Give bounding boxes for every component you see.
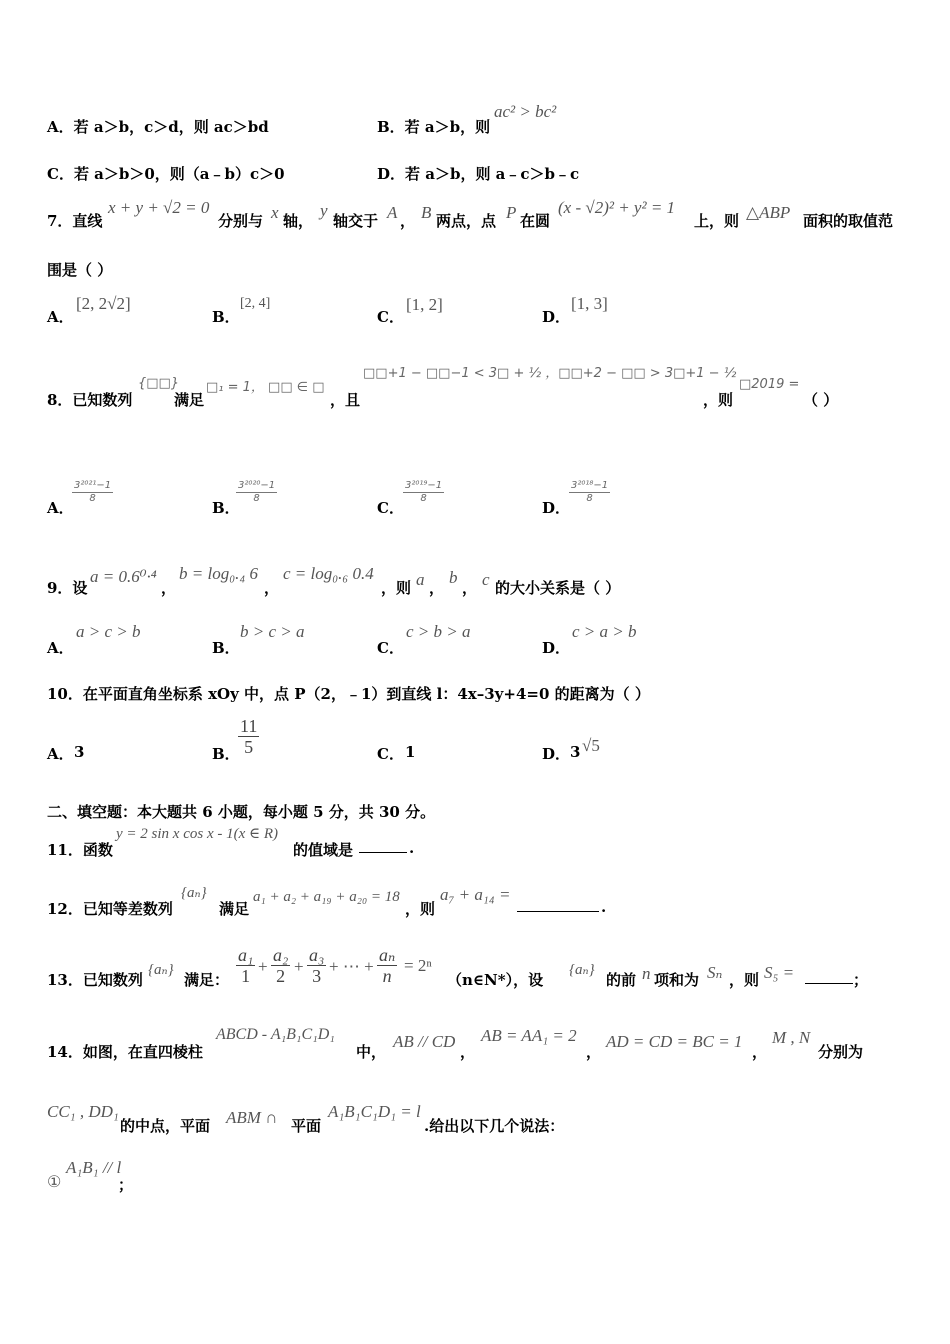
q10-option-b-den: 5	[244, 737, 254, 757]
q13-frac-n	[377, 945, 397, 986]
q7-line-equation: x + y + √2 = 0	[108, 198, 210, 217]
q9-b-def: b = log₀.₄ 6	[179, 564, 259, 583]
q9-option-d-label: D．	[542, 639, 571, 657]
q6-option-b-math: ac² > bc²	[494, 102, 557, 121]
q13-plus-1: +	[258, 957, 268, 976]
q11-answer-blank[interactable]	[359, 852, 407, 853]
q11-number: 11．函数	[47, 841, 113, 859]
q8-option-d-num: 3²⁰¹⁸−1	[571, 480, 609, 491]
q13-text-3: 项和为	[654, 971, 700, 989]
q14-text-5: .给出以下几个说法：	[424, 1117, 565, 1135]
q9-var-b: b	[449, 568, 458, 587]
q9-number: 9．设	[47, 579, 88, 597]
q8-text-4: （ ）	[803, 391, 839, 409]
q14-statement-1: A₁B₁ // l	[66, 1158, 122, 1177]
q7-point-b: B	[421, 203, 432, 222]
q14-statement-1-end: ；	[118, 1176, 134, 1194]
q12-sequence: {aₙ}	[181, 885, 207, 901]
q7-point-a: A	[387, 203, 398, 222]
q8-number: 8．已知数列	[47, 391, 133, 409]
q9-a-def: a = 0.6⁰·⁴	[90, 567, 157, 586]
q10-option-b-label: B．	[212, 745, 240, 763]
q7-option-d-value: [1, 3]	[571, 294, 608, 313]
q13-frac-2-num: a₂	[273, 945, 289, 965]
q7-number: 7．直线	[47, 212, 103, 230]
q9-option-c-value: c > b > a	[406, 622, 471, 641]
q14-abm: ABM ∩	[226, 1108, 278, 1127]
q8-text-1: 满足	[174, 391, 205, 409]
q13-sequence-2: {aₙ}	[569, 962, 595, 978]
q7-option-d-label: D．	[542, 308, 571, 326]
q14-mn: M , N	[772, 1028, 811, 1047]
q8-option-d-fraction	[569, 480, 610, 505]
q13-condition: （n∈N*），设	[447, 971, 544, 989]
q14-text-1: 中，	[356, 1043, 387, 1061]
q10-question: 10．在平面直角坐标系 xOy 中，点 P（2，﹣1）到直线 l：4x–3y+4=0 的距离为（ ）	[47, 685, 650, 703]
q8-option-d-den: 8	[586, 493, 593, 504]
q9-option-b-label: B．	[212, 639, 240, 657]
q9-text-1: ，则	[381, 579, 412, 597]
q13-frac-1-den: 1	[241, 966, 251, 986]
q10-option-d-label: D．	[542, 745, 571, 763]
q13-semicolon: ；	[853, 971, 869, 989]
q6-option-c: C．若 a＞b＞0，则（a﹣b）c＞0	[47, 165, 285, 183]
q14-cc-dd: CC₁ , DD₁	[47, 1102, 119, 1121]
q7-option-a-value: [2, 2√2]	[76, 294, 131, 313]
q8-condition-2: □□+1 − □□−1 < 3□ + ½ ，□□+2 − □□ > 3□+1 − ½	[363, 366, 737, 381]
q14-text-2: 分别为	[818, 1043, 864, 1061]
q13-frac-n-num: aₙ	[379, 945, 396, 965]
section-2-header: 二、填空题：本大题共 6 小题，每小题 5 分，共 30 分。	[47, 803, 436, 821]
q7-text-6: 上，则	[694, 212, 740, 230]
q7-option-b-label: B．	[212, 308, 240, 326]
q7-option-c-value: [1, 2]	[406, 295, 443, 314]
q8-text-3: ，则	[703, 391, 734, 409]
q13-text-1: 满足：	[184, 971, 230, 989]
q8-option-b-fraction	[236, 480, 277, 505]
q8-option-a-den: 8	[89, 493, 96, 504]
q10-option-b-num: 11	[240, 716, 258, 736]
q14-statement-1-mark: ①	[47, 1174, 62, 1191]
q7-text-7: 面积的取值范	[803, 212, 894, 230]
q9-option-c-label: C．	[377, 639, 404, 657]
q6-option-a: A．若 a＞b，c＞d，则 ac＞bd	[47, 118, 269, 136]
q14-equation-1: AB = AA₁ = 2	[481, 1026, 577, 1045]
q8-option-c-label: C．	[377, 499, 404, 517]
q7-x: x	[271, 203, 279, 222]
q7-y: y	[320, 201, 328, 220]
q10-option-d-root: √5	[582, 736, 600, 755]
q14-plane: A₁B₁C₁D₁ = l	[328, 1102, 421, 1121]
q14-comma-2: ，	[586, 1043, 602, 1061]
q7-point-p: P	[506, 203, 517, 222]
q12-period: .	[601, 898, 607, 916]
q12-text-2: ，则	[405, 900, 436, 918]
q9-c-def: c = log₀.₆ 0.4	[283, 564, 374, 583]
q13-frac-3-den: 3	[312, 966, 322, 986]
q10-option-c-label: C．	[377, 745, 404, 763]
q8-option-b-label: B．	[212, 499, 240, 517]
q8-target: □2019 =	[739, 377, 800, 392]
q13-number: 13．已知数列	[47, 971, 143, 989]
q7-text-3: 轴交于	[333, 212, 379, 230]
q13-sn: Sₙ	[707, 963, 723, 982]
q13-frac-3-num: a₃	[309, 945, 325, 965]
q9-option-d-value: c > a > b	[572, 622, 637, 641]
q13-sequence: {aₙ}	[148, 962, 174, 978]
q9-option-b-value: b > c > a	[240, 622, 305, 641]
q13-frac-1	[236, 945, 255, 986]
q9-option-a-value: a > c > b	[76, 622, 141, 641]
q8-option-c-den: 8	[420, 493, 427, 504]
q7-text-2: 轴，	[283, 212, 314, 230]
q11-text-1: 的值域是	[293, 841, 354, 859]
q8-option-a-fraction	[72, 480, 113, 505]
q7-text-5: 在圆	[520, 212, 551, 230]
q8-option-a-label: A．	[47, 499, 74, 517]
q13-frac-3	[307, 945, 326, 986]
q9-comma-2: ，	[264, 579, 280, 597]
q10-option-d-value: 3	[570, 743, 581, 761]
q13-text-4: ，则	[729, 971, 760, 989]
q8-option-b-num: 3²⁰²⁰−1	[238, 480, 276, 491]
q13-answer-blank[interactable]	[805, 983, 853, 984]
q14-number: 14．如图，在直四棱柱	[47, 1043, 203, 1061]
q14-comma-3: ，	[752, 1043, 768, 1061]
q13-text-2: 的前	[606, 971, 637, 989]
q12-expression: a₇ + a₁₄ =	[440, 885, 511, 904]
q7-option-c-label: C．	[377, 308, 404, 326]
q13-frac-1-num: a₁	[238, 945, 254, 965]
q10-option-a-label: A．	[47, 745, 74, 763]
q13-dots: + ⋯ +	[329, 957, 374, 976]
q8-option-b-den: 8	[253, 493, 260, 504]
q10-option-b-fraction	[238, 716, 259, 757]
q14-prism: ABCD - A₁B₁C₁D₁	[216, 1026, 335, 1043]
q14-equation-2: AD = CD = BC = 1	[606, 1032, 743, 1051]
q8-option-c-fraction	[403, 480, 444, 505]
q9-comma-3: ，	[429, 579, 445, 597]
q8-sequence: {□□}	[138, 376, 180, 391]
q8-option-d-label: D．	[542, 499, 571, 517]
q7-option-b-value: [2, 4]	[240, 296, 271, 311]
q11-period: .	[409, 839, 415, 857]
q14-text-3: 的中点，平面	[120, 1117, 211, 1135]
q13-n: n	[642, 964, 651, 983]
q7-triangle: △ABP	[746, 203, 791, 222]
q7-comma: ，	[400, 212, 416, 230]
q6-option-d: D．若 a＞b，则 a﹣c＞b﹣c	[377, 165, 580, 183]
q7-text-8: 围是（ ）	[47, 261, 113, 279]
q8-text-2: ，且	[330, 391, 361, 409]
q14-comma-1: ，	[460, 1043, 476, 1061]
q7-circle-equation: (x - √2)² + y² = 1	[558, 198, 676, 217]
q12-number: 12．已知等差数列	[47, 900, 173, 918]
q12-text-1: 满足	[219, 900, 250, 918]
q13-frac-2-den: 2	[276, 966, 286, 986]
q8-condition-1: □₁ = 1， □□ ∈ □	[206, 380, 325, 395]
q9-var-a: a	[416, 570, 425, 589]
q8-option-c-num: 3²⁰¹⁹−1	[405, 480, 443, 491]
q14-text-4: 平面	[291, 1117, 322, 1135]
q8-option-a-num: 3²⁰²¹−1	[74, 480, 112, 491]
q7-option-a-label: A．	[47, 308, 74, 326]
q9-comma-4: ，	[462, 579, 478, 597]
q9-text-2: 的大小关系是（ ）	[495, 579, 621, 597]
q13-plus-2: +	[294, 957, 304, 976]
q12-condition: a₁ + a₂ + a₁₉ + a₂₀ = 18	[253, 889, 400, 905]
q12-answer-blank[interactable]	[517, 911, 599, 912]
q7-text-4: 两点，点	[436, 212, 497, 230]
q10-option-c-value: 1	[405, 743, 416, 761]
q7-text-1: 分别与	[218, 212, 264, 230]
q14-parallel: AB // CD	[393, 1032, 456, 1051]
q9-var-c: c	[482, 570, 490, 589]
q13-equals: = 2ⁿ	[404, 956, 432, 975]
q9-comma-1: ，	[161, 579, 177, 597]
q13-frac-n-den: n	[382, 966, 392, 986]
q13-frac-2	[271, 945, 290, 986]
q9-option-a-label: A．	[47, 639, 74, 657]
q11-function: y = 2 sin x cos x - 1(x ∈ R)	[116, 826, 279, 842]
q6-option-b: B．若 a＞b，则	[377, 118, 491, 136]
q13-s5: S₅ =	[764, 963, 795, 982]
q10-option-a-value: 3	[74, 743, 85, 761]
